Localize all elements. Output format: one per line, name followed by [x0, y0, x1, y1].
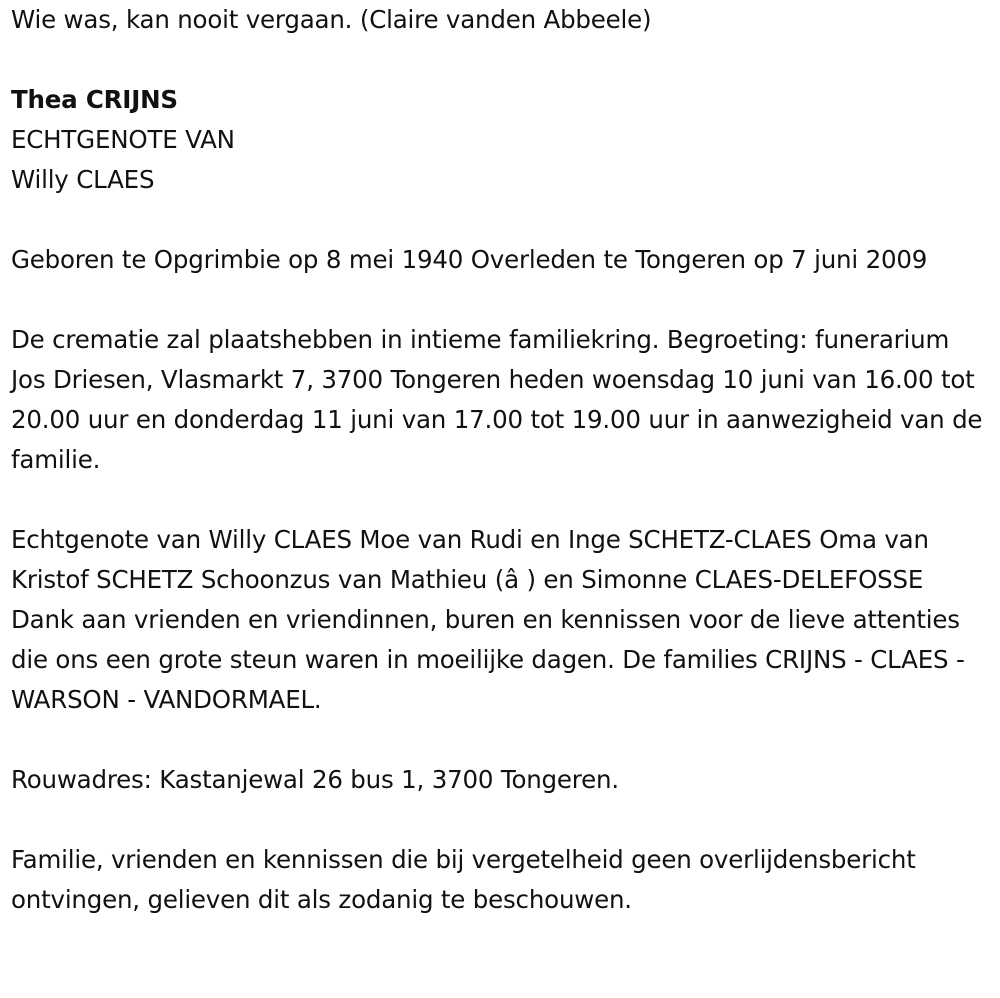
birth-death-paragraph: Geboren te Opgrimbie op 8 mei 1940 Overleden te Tongeren op 7 juni 2009 — [11, 245, 928, 274]
closing-paragraph: Familie, vrienden en kennissen die bij vergetelheid geen overlijdensbericht ontvingen, gelieven dit als zodanig te beschouwen. — [11, 845, 924, 914]
address-paragraph: Rouwadres: Kastanjewal 26 bus 1, 3700 Tongeren. — [11, 765, 619, 794]
spacer — [11, 800, 986, 840]
spacer — [11, 480, 986, 520]
spacer — [11, 200, 986, 240]
relation-line: ECHTGENOTE VAN — [11, 125, 235, 154]
obituary-text — [11, 0, 990, 920]
family-paragraph: Echtgenote van Willy CLAES Moe van Rudi en Inge SCHETZ-CLAES Oma van Kristof SCHETZ Schoonzus van Mathieu (â ) en Simonne CLAES-DELEFOSSE Dank aan vrienden en vriendinnen, buren en kennissen voor de lieve attenties die ons een grote steun waren in moeilijke dagen. De families CRIJNS - CLAES - WARSON - VANDORMAEL. — [11, 525, 973, 714]
spacer — [11, 40, 986, 80]
quote-line: Wie was, kan nooit vergaan. (Claire vanden Abbeele) — [11, 5, 652, 34]
spouse-name: Willy CLAES — [11, 165, 155, 194]
spacer — [11, 280, 986, 320]
spacer — [11, 720, 986, 760]
cremation-paragraph: De crematie zal plaatshebben in intieme familiekring. Begroeting: funerarium Jos Driesen, Vlasmarkt 7, 3700 Tongeren heden woensdag 10 juni van 16.00 tot 20.00 uur en donderdag 11 juni van 17.00 tot 19.00 uur in aanwezigheid van de familie. — [11, 325, 990, 474]
deceased-name: Thea CRIJNS — [11, 85, 178, 114]
